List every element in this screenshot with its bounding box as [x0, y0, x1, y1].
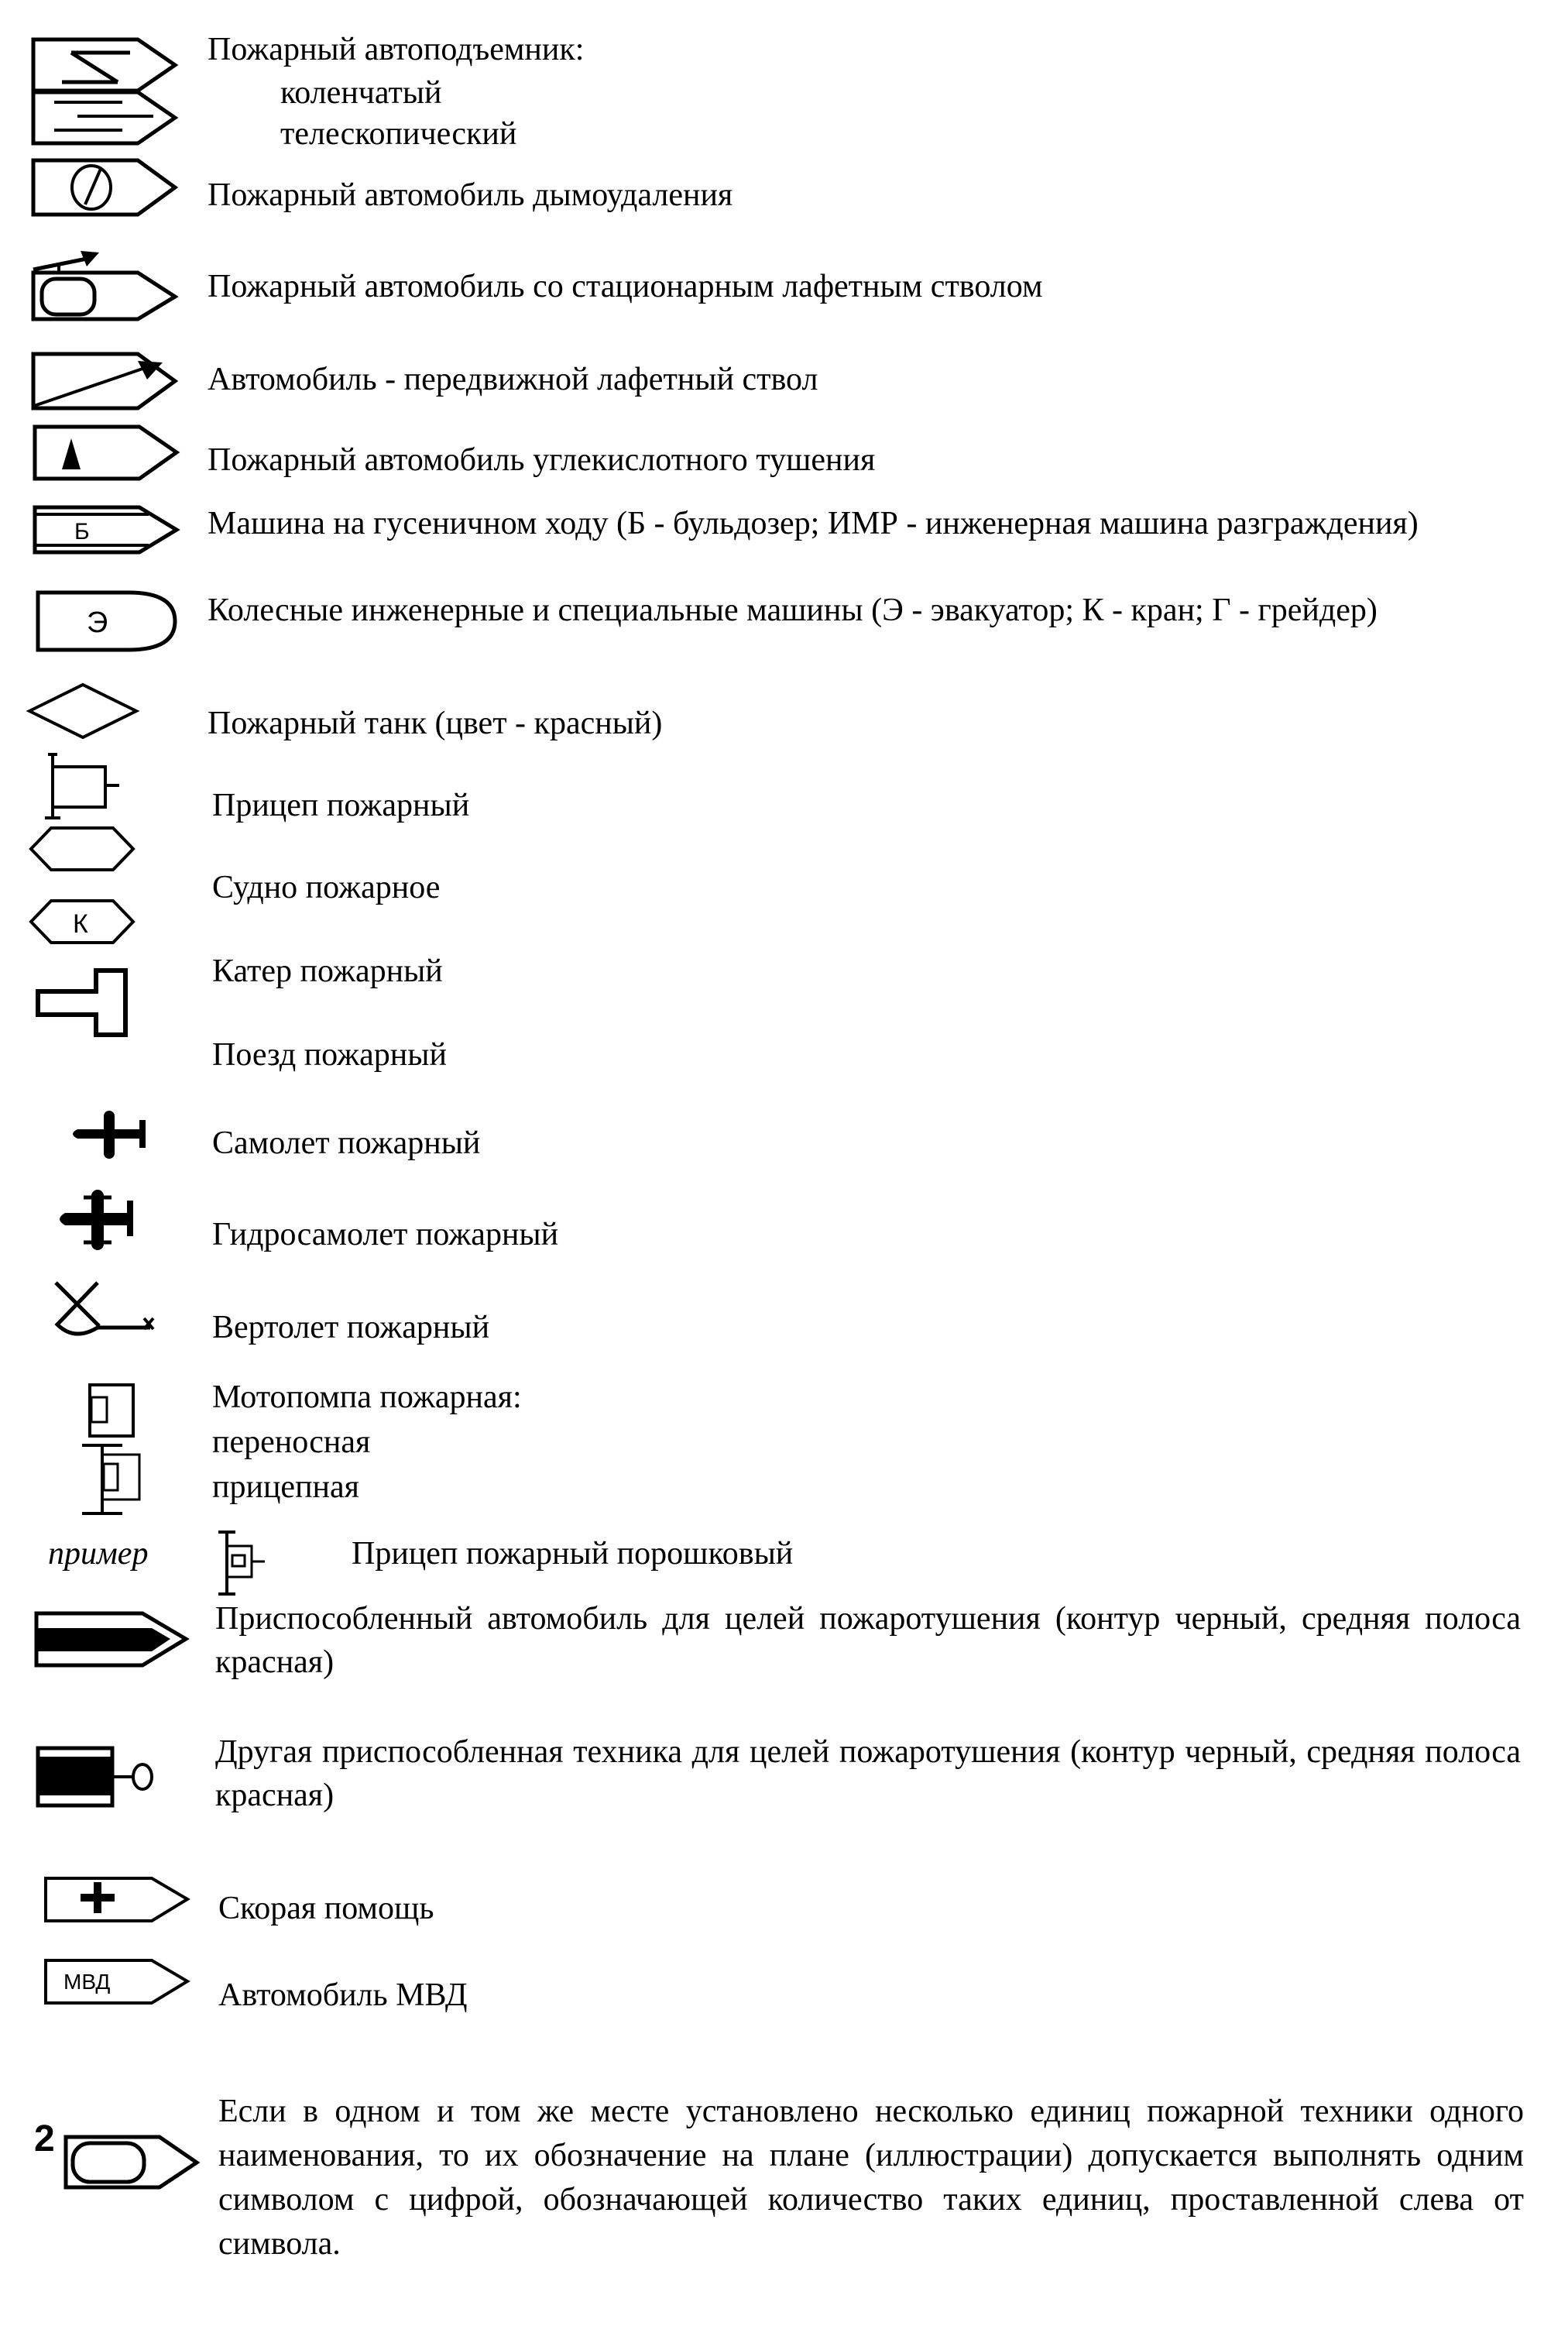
unit-count-number: 2: [34, 2118, 55, 2159]
aerial-lift-articulated-label: коленчатый: [280, 75, 442, 111]
fire-ship-icon: [28, 826, 136, 874]
fire-tank-label: Пожарный танк (цвет - красный): [208, 706, 663, 741]
fire-trailer-label: Прицеп пожарный: [212, 788, 470, 823]
fire-plane-label: Самолет пожарный: [212, 1125, 481, 1161]
example-label: пример: [48, 1536, 149, 1572]
stationary-monitor-icon: [31, 249, 178, 321]
fire-tank-icon: [26, 682, 139, 740]
police-car-icon: [43, 1958, 190, 2006]
ambulance-icon: [43, 1876, 190, 1924]
fire-boat-label: Катер пожарный: [212, 953, 443, 989]
mobile-monitor-icon: [31, 352, 178, 411]
co2-vehicle-icon: [33, 424, 180, 482]
mobile-monitor-label: Автомобиль - передвижной лафетный ствол: [208, 362, 818, 397]
stationary-monitor-label: Пожарный автомобиль со стационарным лафетным стволом: [208, 269, 1043, 304]
powder-trailer-label: Прицеп пожарный порошковый: [352, 1536, 794, 1572]
motopump-trailed-label: прицепная: [212, 1469, 359, 1505]
fire-ship-label: Судно пожарное: [212, 870, 441, 905]
motopump-trailed-icon: [81, 1444, 146, 1518]
fire-boat-icon-letter: К: [73, 909, 88, 939]
tracked-vehicle-label: Машина на гусеничном ходу (Б - бульдозер; ИМР - инженерная машина разграждения): [208, 506, 1419, 541]
aerial-lift-label: Пожарный автоподъемник:: [208, 32, 585, 67]
fire-helicopter-label: Вертолет пожарный: [212, 1310, 490, 1345]
tracked-vehicle-icon: [33, 505, 180, 555]
aerial-lift-telescopic-label: телескопический: [280, 116, 517, 152]
fire-boat-icon: [28, 898, 136, 946]
motopump-portable-label: переносная: [212, 1424, 371, 1460]
police-car-icon-text: МВД: [63, 1970, 111, 1994]
fire-train-icon: [36, 968, 130, 1038]
police-car-label: Автомобиль МВД: [218, 1977, 468, 2013]
powder-trailer-icon: [217, 1531, 279, 1596]
unit-count-vehicle-icon: [63, 2135, 200, 2190]
adapted-other-label: Другая приспособленная техника для целей пожаротушения (контур черный, средняя полоса красная): [215, 1734, 1521, 1813]
ambulance-label: Скорая помощь: [218, 1891, 434, 1926]
motopump-portable-icon: [88, 1383, 138, 1438]
wheeled-vehicle-icon-letter: Э: [87, 606, 108, 639]
wheeled-vehicle-icon: [36, 590, 183, 652]
fire-seaplane-label: Гидросамолет пожарный: [212, 1217, 559, 1252]
adapted-car-label: Приспособленный автомобиль для целей пожаротушения (контур черный, средняя полоса красная): [215, 1601, 1521, 1680]
motopump-label: Мотопомпа пожарная:: [212, 1379, 522, 1415]
adapted-other-icon: [36, 1746, 187, 1808]
aerial-lift-articulated-icon: [31, 37, 178, 93]
fire-plane-icon: [67, 1109, 152, 1160]
fire-helicopter-icon: [54, 1281, 178, 1338]
fire-train-label: Поезд пожарный: [212, 1037, 447, 1073]
wheeled-vehicle-label: Колесные инженерные и специальные машины (Э - эвакуатор; К - кран; Г - грейдер): [208, 593, 1378, 628]
adapted-car-icon: [34, 1611, 189, 1668]
co2-vehicle-label: Пожарный автомобиль углекислотного тушения: [208, 442, 876, 478]
fire-trailer-icon: [42, 753, 122, 819]
unit-count-note: Если в одном и том же месте установлено несколько единиц пожарной техники одного наименования, то их обозначение на плане (иллюстрации) допускается выполнять одним символом с цифрой, обозначающей количество таких единиц, проставленной слева от символа.: [218, 2094, 1524, 2262]
tracked-vehicle-icon-letter: Б: [74, 519, 90, 545]
fire-seaplane-icon: [57, 1188, 135, 1252]
aerial-lift-telescopic-icon: [31, 90, 178, 146]
smoke-removal-label: Пожарный автомобиль дымоудаления: [208, 177, 733, 213]
smoke-removal-icon: [31, 158, 178, 217]
